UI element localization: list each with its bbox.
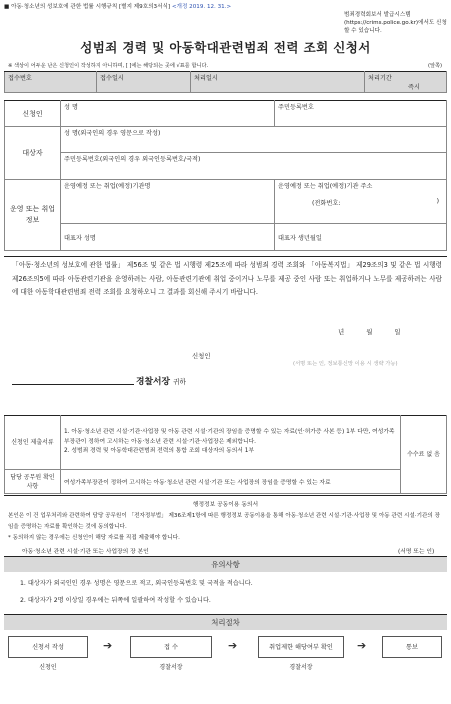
submit-docs-label: 신청인 제출서류 <box>5 416 61 470</box>
arrow-right-icon: ➔ <box>357 639 367 652</box>
section-divider <box>4 256 447 257</box>
operation-label: 운영 또는 취업정보 <box>5 180 61 251</box>
processed-date-label: 처리일시 <box>191 72 365 93</box>
sign-applicant-label: 신청인 <box>192 352 211 360</box>
official-check-label: 담당 공무원 확인사항 <box>5 470 61 494</box>
applicant-id-label: 주민등록번호 <box>278 104 314 111</box>
rep-birth-label: 대표자 생년월일 <box>278 234 322 242</box>
submit-docs-text: 1. 아동·청소년 관련 시설·기관·사업장 및 아동 관련 시설·기관의 장임을 증명할 수 있는 자료(인·허가증 사본 등) 1부 다만, 여성가족부장관이 정하여 고시하는 아동·청소년 관련 시설·기관·사업장은 제외합니다. 2. 성범죄 경력 및 아동학대관련범죄 전력의 통합 조회 대상자의 동의서 1부 <box>61 416 401 470</box>
page-side: (앞쪽) <box>428 63 443 69</box>
consent-divider <box>4 495 447 496</box>
online-notice: 범죄경력회보서 발급시스템(https://crims.police.go.kr)에서도 신청할 수 있습니다. <box>344 12 447 34</box>
main-form-table <box>4 100 447 251</box>
fee-label: 수수료 없 음 <box>401 416 447 494</box>
consent-text: 본인은 이 건 업무처리와 관련하여 담당 공무원이 「전자정부법」 제36조제1항에 따른 행정정보 공동이용을 통해 아동·청소년 관련 시설·기관·사업장 및 아동 관련 시설·기관의 장임을 증명하는 자료를 확인하는 것에 동의합니다. <box>8 513 440 530</box>
station-suffix: 귀하 <box>173 378 186 386</box>
receipt-table <box>4 71 447 93</box>
caution-item-2: 2. 대상자가 2명 이상일 경우에는 뒤쪽에 일괄하여 작성할 수 있습니다. <box>20 597 211 604</box>
regulation-prefix: ■ 아동·청소년의 성보호에 관한 법률 시행규칙 [별지 제9호의3서식] <box>4 4 171 10</box>
form-notice: ※ 색상이 어두운 난은 신청인이 작성하지 아니하며, [ ]에는 해당되는 곳에 √표를 합니다. <box>8 63 209 69</box>
processing-period-value: 즉시 <box>408 84 420 91</box>
subject-name-label: 성 명(외국인의 경우 영문으로 작성) <box>64 130 161 137</box>
station-name: 경찰서장 <box>136 377 170 387</box>
regulation-header <box>4 2 231 10</box>
applicant-name-label: 성 명 <box>64 104 78 111</box>
org-address-field[interactable] <box>275 180 447 224</box>
receipt-date-label: 접수일시 <box>97 72 191 93</box>
procedure-title: 처리절차 <box>4 614 447 630</box>
step-write-actor: 신청인 <box>39 664 57 671</box>
arrow-right-icon: ➔ <box>228 639 238 652</box>
processing-period <box>365 72 447 93</box>
consent-sign-label: 아동·청소년 관련 시설·기관 또는 사업장의 장 본인 <box>22 549 149 555</box>
org-name-field[interactable] <box>61 180 275 224</box>
consent-sign-note: (서명 또는 인) <box>398 549 435 555</box>
org-phone-close: ) <box>436 198 439 205</box>
addressee <box>12 374 186 387</box>
step-receive-box: 접 수 <box>130 636 212 658</box>
applicant-name-field[interactable] <box>61 101 275 127</box>
applicant-id-field[interactable] <box>275 101 447 127</box>
cautions-title: 유의사항 <box>4 556 447 572</box>
consent-note: * 동의하지 않는 경우에는 신청인이 해당 자료를 직접 제출해야 합니다. <box>8 535 180 541</box>
form-title: 성범죄 경력 및 아동학대관련범죄 전력 조회 신청서 <box>80 40 371 55</box>
official-check-text: 여성가족부장관이 정하여 고시하는 아동·청소년 관련 시설·기관 또는 사업장의 장임을 증명할 수 있는 자료 <box>61 470 401 494</box>
sign-note: (서명 또는 인, 정보통신망 이용 시 생략 가능) <box>293 361 398 367</box>
org-phone-label: (전화번호: <box>312 200 341 207</box>
revision-date: <개정 2019. 12. 31.> <box>171 4 232 10</box>
consent-title: 행정정보 공동이용 동의서 <box>192 502 259 508</box>
rep-name-field[interactable] <box>61 224 275 251</box>
org-name-label: 운영예정 또는 취업(예정)기관명 <box>64 183 151 190</box>
request-body-text: 「아동·청소년의 성보호에 관한 법률」 제56조 및 같은 법 시행령 제25조에 따라 성범죄 경력 조회와 「아동복지법」 제29조의3 및 같은 법 시행령 제26조의5에 따라 아동관련기관을 운영하려는 사람, 아동관련기관에 취업 중이거나 노무를 제공 중인 사람 또는 취업하거나 노무를 제공하려는 사람에 대한 아동학대관련범죄 전력 조회를 요청하오니 그 결과를 회신해 주시기 바랍니다. <box>12 261 442 296</box>
step-check-actor: 경찰서장 <box>289 664 313 671</box>
subject-id-label: 주민등록번호(외국인의 경우 외국인등록번호/국적) <box>64 156 201 163</box>
subject-label: 대상자 <box>5 127 61 180</box>
step-notify-box: 통보 <box>382 636 442 658</box>
documents-table <box>4 415 447 494</box>
caution-item-1: 1. 대상자가 외국인인 경우 성명은 영문으로 적고, 외국인등록번호 및 국적을 적습니다. <box>20 580 253 587</box>
step-check-box: 취업제한 해당여부 확인 <box>258 636 344 658</box>
step-write-box: 신청서 작성 <box>8 636 88 658</box>
rep-name-label: 대표자 성명 <box>64 234 96 242</box>
subject-id-field[interactable] <box>61 153 447 180</box>
subject-name-field[interactable] <box>61 127 447 153</box>
arrow-right-icon: ➔ <box>103 639 113 652</box>
applicant-label: 신청인 <box>5 101 61 127</box>
org-address-label: 운영예정 또는 취업(예정)기관 주소 <box>278 183 373 190</box>
receipt-number-label: 접수번호 <box>5 72 97 93</box>
date-line: 년 월 일 <box>338 328 401 336</box>
rep-birth-field[interactable] <box>275 224 447 251</box>
station-blank-line[interactable] <box>12 384 134 385</box>
step-receive-actor: 경찰서장 <box>159 664 183 671</box>
processing-period-label: 처리기간 <box>368 75 392 82</box>
